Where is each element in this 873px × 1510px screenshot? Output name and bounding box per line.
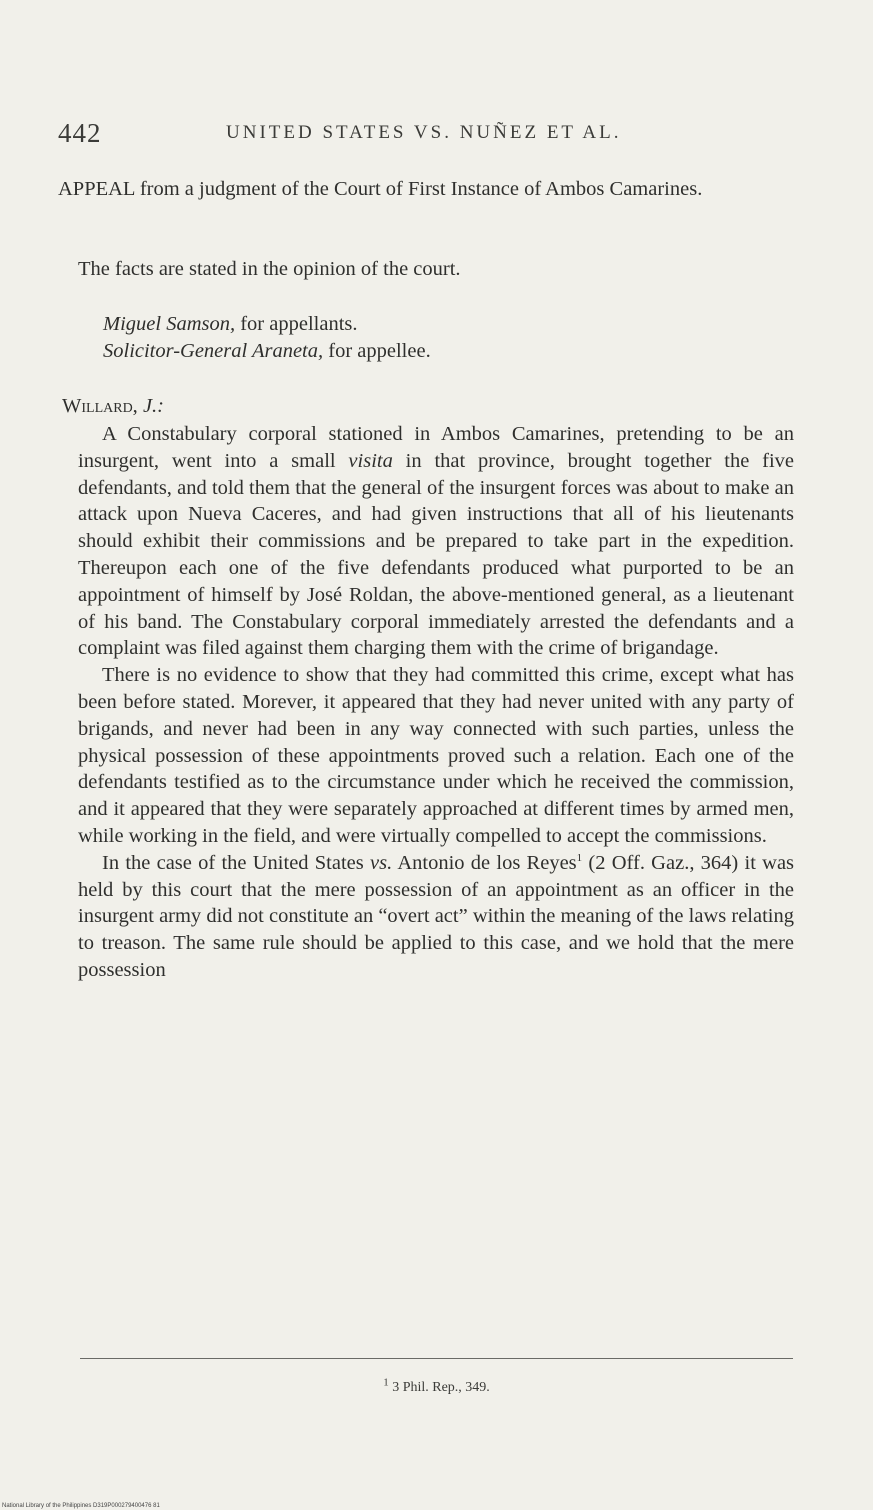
vs-abbrev: vs. [370,851,393,874]
footnote [0,1376,873,1396]
justice-suffix: J.: [142,395,164,417]
justice-heading [62,393,778,420]
scan-stamp: National Library of the Philippines D319P000279400476 81 [2,1503,160,1509]
footnote-text: 3 Phil. Rep., 349. [392,1380,490,1395]
facts-statement: The facts are stated in the opinion of the court. [78,258,461,280]
visita-term: visita [348,449,393,472]
counsel-list [103,311,803,365]
footnote-ref: 1 [576,851,583,864]
counsel-name: Solicitor-General Araneta, [103,339,324,362]
opinion-paragraph-1: A Constabulary corporal stationed in Ambos Camarines, pretending to be an insurgent, went into a small visita in that province, brought together the five defendants, and told them that the general of the insurgent forces was about to make an attack upon Nueva Caceres, and had given instructions that all of his lieutenants should exhibit their commissions and be prepared to take part in the expedition. Thereupon each one of the five defendants produced what purported to be an appointment of himself by José Roldan, the above-mentioned general, as a lieutenant of his band. The Constabulary corporal immediately arrested the defendants and a complaint was filed against them charging them with the crime of brigandage. [78,423,794,660]
counsel-appellee [103,338,803,365]
footnote-mark: 1 [383,1376,389,1389]
opinion-paragraph-3: In the case of the United States vs. Antonio de los Reyes$^1$ (2 Off. Gaz., 364) it was held by this court that the mere possession of an appointment as an officer in the insurgent army did not constitute an “overt act” within the meaning of the laws relating to treason. The same rule should be applied to this case, and we hold that the mere possession [78,851,795,981]
running-head: UNITED STATES VS. NUÑEZ ET AL. [226,122,622,143]
page-number: 442 [58,118,102,148]
counsel-role: for appellants. [240,313,358,335]
opinion-paragraph-2: There is no evidence to show that they had committed this crime, except what has been before stated. Morever, it appeared that they had never united with any party of brigands, and never had been in any way connected with such parties, unless the physical possession of these appointments proved such a relation. Each one of the defendants testified as to the circumstance under which he received the commission, and it appeared that they were separately approached at different times by armed men, while working in the field, and were virtually compelled to accept the commissions. [78,664,794,847]
counsel-name: Miguel Samson, [103,313,236,335]
counsel-role: for appellee. [328,339,431,362]
page-header [58,118,658,154]
justice-name: Willard, [62,395,138,417]
counsel-appellants [103,311,803,338]
appeal-statement: APPEAL from a judgment of the Court of First Instance of Ambos Camarines. [58,178,703,200]
opinion-body [78,421,794,984]
footnote-divider [80,1358,793,1359]
